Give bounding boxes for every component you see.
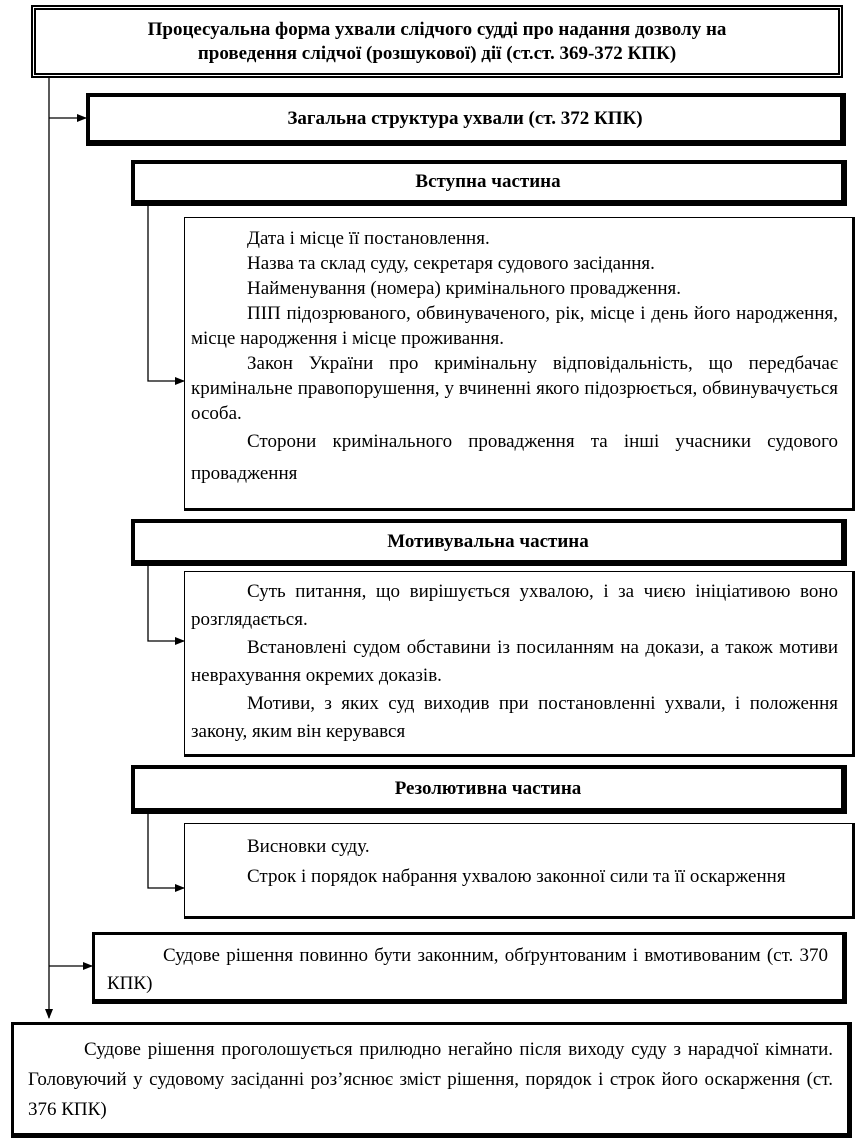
motive-item: Мотиви, з яких суд виходив при постановленні ухвали, і положення закону, яким він керувався (191, 693, 838, 742)
intro-item: Найменування (номера) кримінального провадження. (247, 278, 682, 299)
motive-items-box (184, 571, 855, 757)
resolution-items-box (184, 823, 855, 919)
resolution-label: Резолютивна частина (394, 777, 582, 799)
announcement-text: Судове рішення проголошується прилюдно негайно після виходу суду з нарадчої кімнати. Головуючий у судовому засіданні роз’яснює зміст рішення, порядок і строк його оскарження (ст. 376 КПК) (28, 1039, 833, 1120)
intro-label: Вступна частина (415, 171, 561, 192)
title-line-1: Процесуальна форма ухвали слідчого судді про надання дозволу на (147, 18, 727, 40)
diagram-title (31, 5, 843, 78)
intro-header-box (131, 160, 847, 206)
arrow-to-motive (148, 565, 184, 641)
motive-header-box (131, 519, 847, 566)
arrow-to-intro (148, 204, 184, 381)
structure-label: Загальна структура ухвали (ст. 372 КПК) (287, 107, 643, 129)
motive-item: Встановлені судом обставини із посиланням на докази, а також мотиви неврахування окремих доказів. (191, 637, 838, 686)
intro-items-box (184, 217, 855, 511)
decision-text: Судове рішення повинно бути законним, обґрунтованим і вмотивованим (ст. 370 КПК) (107, 945, 828, 994)
structure-box (86, 93, 846, 146)
title-line-2: проведення слідчої (розшукової) дії (ст.ст. 369-372 КПК) (197, 42, 677, 64)
resolution-header-box (131, 765, 847, 814)
intro-item: Назва та склад суду, секретаря судового засідання. (247, 253, 655, 274)
intro-item: ПІП підозрюваного, обвинуваченого, рік, місце і день його народження, місце народження і місце проживання. (191, 303, 838, 349)
intro-item: Закон України про кримінальну відповідальність, що передбачає кримінальне правопорушення, у вчиненні якого підозрюється, обвинувачується особа. (191, 353, 838, 424)
arrow-to-resolution (148, 812, 184, 888)
motive-item: Суть питання, що вирішується ухвалою, і за чиєю ініціативою воно розглядається. (191, 581, 838, 630)
resolution-item: Висновки суду. (247, 836, 370, 857)
decision-box (92, 932, 847, 1004)
intro-item: Сторони кримінального провадження та інші учасники судового провадження (191, 431, 838, 484)
resolution-item: Строк і порядок набрання ухвалою законної сили та її оскарження (247, 866, 786, 887)
intro-item: Дата і місце її постановлення. (247, 228, 490, 249)
motive-label: Мотивувальна частина (387, 530, 589, 552)
announcement-box (11, 1022, 852, 1138)
